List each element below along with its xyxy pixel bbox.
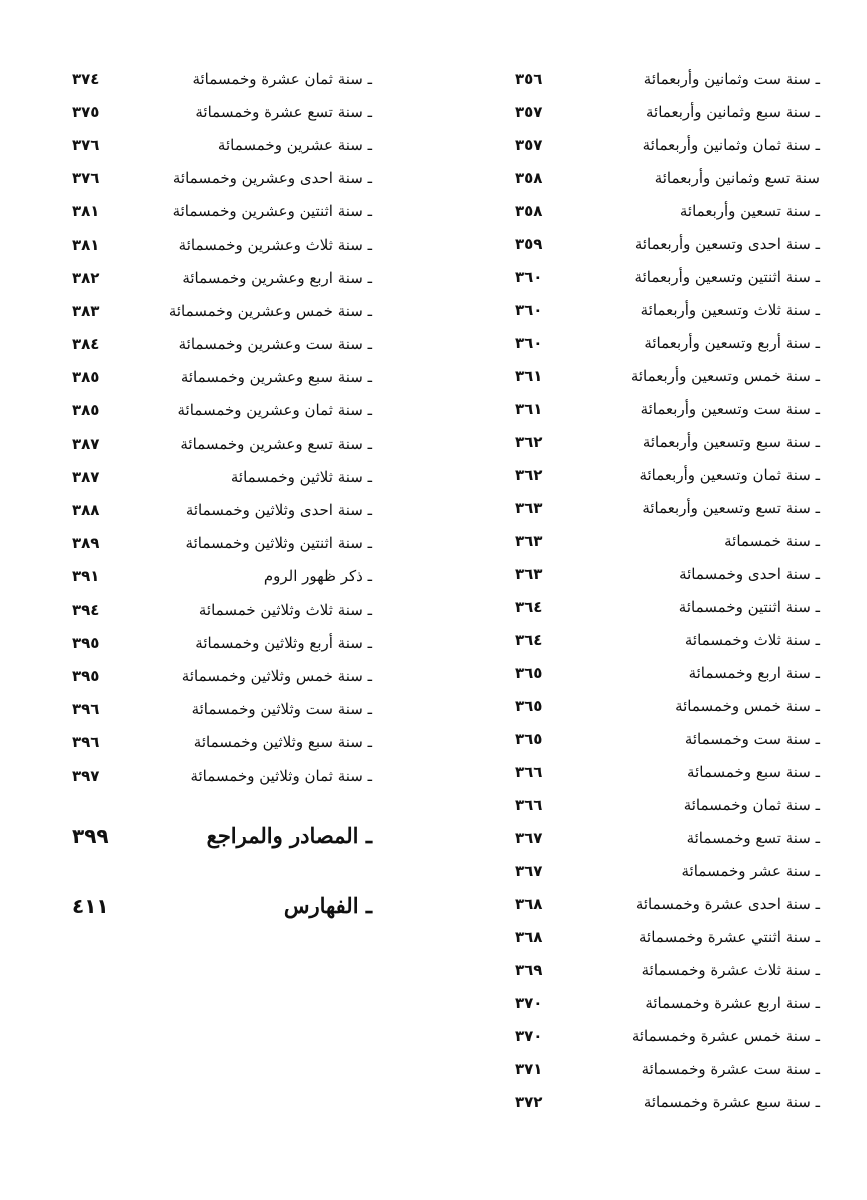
toc-entry xyxy=(72,261,372,294)
indexes-entry xyxy=(72,893,372,918)
toc-entry-title: ـ سنة ثلاث وتسعين وأربعمائة xyxy=(640,300,820,319)
toc-entry xyxy=(515,788,820,821)
toc-entry-page: ٣٦١ xyxy=(515,399,543,418)
toc-entry-title: ـ سنة خمسمائة xyxy=(724,531,820,550)
toc-entry xyxy=(72,759,372,792)
toc-entry-page: ٣٧٠ xyxy=(515,1026,543,1045)
sources-page: ٣٩٩ xyxy=(72,823,109,848)
toc-entry-page: ٣٦٠ xyxy=(515,267,543,286)
toc-entry xyxy=(515,1085,820,1118)
sources-title: ـ المصادر والمراجع xyxy=(206,823,372,848)
toc-entry-title: ـ سنة تسع وخمسمائة xyxy=(686,828,820,847)
toc-entry xyxy=(72,128,372,161)
toc-entry xyxy=(515,392,820,425)
toc-entry xyxy=(515,326,820,359)
toc-entry-title: ـ سنة ثلاثين وخمسمائة xyxy=(230,467,372,486)
toc-entry-title: ـ سنة تسع عشرة وخمسمائة xyxy=(195,102,372,121)
toc-entry-page: ٣٦٥ xyxy=(515,663,543,682)
toc-entry xyxy=(72,626,372,659)
toc-entry-title: ـ سنة ثلاث وخمسمائة xyxy=(684,630,820,649)
toc-entry xyxy=(72,228,372,261)
toc-entry-page: ٣٦٥ xyxy=(515,696,543,715)
toc-entry-title: ـ سنة اثنتين وثلاثين وخمسمائة xyxy=(185,534,372,553)
toc-entry xyxy=(72,527,372,560)
toc-entry xyxy=(515,986,820,1019)
toc-entry xyxy=(515,887,820,920)
toc-entry-page: ٣٦٤ xyxy=(515,597,543,616)
toc-entry xyxy=(515,161,820,194)
toc-entry xyxy=(515,491,820,524)
right-column xyxy=(515,62,820,1118)
toc-entry xyxy=(515,854,820,887)
toc-entry-title: ـ سنة احدى وعشرين وخمسمائة xyxy=(172,169,372,188)
toc-entry xyxy=(515,95,820,128)
toc-entry-page: ٣٩٥ xyxy=(72,633,100,652)
toc-entry-title: ـ سنة ست عشرة وخمسمائة xyxy=(641,1059,820,1078)
toc-entry-page: ٣٨١ xyxy=(72,235,100,254)
toc-entry xyxy=(515,1052,820,1085)
toc-entry-page: ٣٩٤ xyxy=(72,600,100,619)
toc-entry-page: ٣٧٦ xyxy=(72,169,100,188)
toc-entry-page: ٣٦٢ xyxy=(515,465,543,484)
toc-entry-page: ٣٥٨ xyxy=(515,168,543,187)
toc-entry-title: سنة تسع وثمانين وأربعمائة xyxy=(654,168,820,187)
toc-entry-page: ٣٩٧ xyxy=(72,766,100,785)
toc-entry-page: ٣٥٨ xyxy=(515,201,543,220)
toc-entry-title: ـ سنة سبع وعشرين وخمسمائة xyxy=(180,368,372,387)
toc-entry xyxy=(515,656,820,689)
toc-entry-page: ٣٨٢ xyxy=(72,268,100,287)
toc-entry xyxy=(515,260,820,293)
toc-entry xyxy=(515,1019,820,1052)
toc-entry-page: ٣٨٣ xyxy=(72,301,100,320)
toc-entry xyxy=(72,95,372,128)
toc-entry-page: ٣٩٦ xyxy=(72,733,100,752)
toc-entry-title: ـ سنة ثمان وتسعين وأربعمائة xyxy=(639,465,820,484)
indexes-page: ٤١١ xyxy=(72,893,109,918)
toc-entry xyxy=(72,294,372,327)
toc-entry-title: ـ ذكر ظهور الروم xyxy=(263,567,372,586)
toc-entry-page: ٣٨٧ xyxy=(72,467,100,486)
toc-entry xyxy=(515,524,820,557)
toc-entry-title: ـ سنة ست وعشرين وخمسمائة xyxy=(178,335,372,354)
toc-entry-title: ـ سنة ثمان وخمسمائة xyxy=(683,795,820,814)
toc-entry-title: ـ سنة خمس وعشرين وخمسمائة xyxy=(168,301,372,320)
toc-entry xyxy=(72,62,372,95)
toc-entry-title: ـ سنة ست وثمانين وأربعمائة xyxy=(643,69,820,88)
toc-entry-title: ـ سنة احدى وخمسمائة xyxy=(679,564,820,583)
toc-entry xyxy=(515,755,820,788)
toc-entry-title: ـ سنة ثمان وثمانين وأربعمائة xyxy=(642,135,820,154)
toc-entry-page: ٣٦٣ xyxy=(515,498,543,517)
toc-entry-page: ٣٩٦ xyxy=(72,700,100,719)
toc-entry-title: ـ سنة سبع وخمسمائة xyxy=(687,762,820,781)
toc-entry-title: ـ سنة اربع وعشرين وخمسمائة xyxy=(182,268,372,287)
toc-entry-page: ٣٥٦ xyxy=(515,69,543,88)
toc-entry xyxy=(515,920,820,953)
toc-entry-page: ٣٦٦ xyxy=(515,762,543,781)
toc-entry-page: ٣٨٤ xyxy=(72,335,100,354)
toc-entry-title: ـ سنة ثلاث عشرة وخمسمائة xyxy=(641,960,820,979)
toc-entry xyxy=(515,128,820,161)
indexes-title: ـ الفهارس xyxy=(283,893,372,918)
toc-entry-title: ـ سنة ثمان وثلاثين وخمسمائة xyxy=(190,766,372,785)
toc-entry-page: ٣٧٥ xyxy=(72,102,100,121)
toc-entry-title: ـ سنة تسع وعشرين وخمسمائة xyxy=(180,434,372,453)
toc-entry xyxy=(515,62,820,95)
toc-entry xyxy=(515,359,820,392)
toc-entry-title: ـ سنة عشرين وخمسمائة xyxy=(217,135,372,154)
toc-entry-page: ٣٦١ xyxy=(515,366,543,385)
toc-entry-page: ٣٦٩ xyxy=(515,960,543,979)
toc-entry-title: ـ سنة احدى عشرة وخمسمائة xyxy=(635,894,820,913)
toc-entry-title: ـ سنة ثمان وعشرين وخمسمائة xyxy=(177,401,372,420)
toc-entry xyxy=(72,726,372,759)
toc-entry-page: ٣٦٠ xyxy=(515,300,543,319)
toc-entry xyxy=(72,593,372,626)
toc-entry-page: ٣٧٦ xyxy=(72,135,100,154)
toc-entry-page: ٣٧٤ xyxy=(72,69,100,88)
toc-entry-title: ـ سنة ست وثلاثين وخمسمائة xyxy=(191,700,372,719)
toc-entry-title: ـ سنة سبع وثلاثين وخمسمائة xyxy=(193,733,372,752)
toc-entry-page: ٣٦٥ xyxy=(515,729,543,748)
toc-entry xyxy=(72,560,372,593)
toc-entry-title: ـ سنة خمس عشرة وخمسمائة xyxy=(631,1026,820,1045)
toc-entry xyxy=(515,425,820,458)
toc-entry-page: ٣٩١ xyxy=(72,567,100,586)
toc-entry-page: ٣٥٧ xyxy=(515,135,543,154)
toc-entry-title: ـ سنة تسعين وأربعمائة xyxy=(679,201,820,220)
toc-entry xyxy=(515,557,820,590)
toc-entry-title: ـ سنة اثنتين وخمسمائة xyxy=(678,597,820,616)
toc-entry-page: ٣٧١ xyxy=(515,1059,543,1078)
toc-entry-title: ـ سنة احدى وتسعين وأربعمائة xyxy=(634,234,820,253)
sources-entry xyxy=(72,823,372,848)
toc-entry-title: ـ سنة عشر وخمسمائة xyxy=(681,861,820,880)
toc-entry xyxy=(72,394,372,427)
toc-entry-page: ٣٨١ xyxy=(72,202,100,221)
toc-entry-title: ـ سنة اربع عشرة وخمسمائة xyxy=(645,993,820,1012)
toc-entry-title: ـ سنة ثلاث وعشرين وخمسمائة xyxy=(178,235,372,254)
toc-entry-page: ٣٦٤ xyxy=(515,630,543,649)
toc-entry xyxy=(515,293,820,326)
toc-entry xyxy=(515,821,820,854)
left-column xyxy=(72,62,372,792)
toc-entry-page: ٣٦٧ xyxy=(515,828,543,847)
toc-entry-title: ـ سنة احدى وثلاثين وخمسمائة xyxy=(185,501,372,520)
toc-entry-title: ـ سنة أربع وتسعين وأربعمائة xyxy=(644,333,820,352)
toc-entry-title: ـ سنة اثنتين وعشرين وخمسمائة xyxy=(172,202,372,221)
toc-entry-page: ٣٨٩ xyxy=(72,534,100,553)
toc-entry-title: ـ سنة خمس وخمسمائة xyxy=(675,696,820,715)
toc-entry-page: ٣٨٨ xyxy=(72,501,100,520)
toc-entry-title: ـ سنة سبع وثمانين وأربعمائة xyxy=(646,102,820,121)
toc-entry xyxy=(72,361,372,394)
toc-entry xyxy=(72,162,372,195)
toc-entry xyxy=(72,460,372,493)
toc-entry xyxy=(515,227,820,260)
toc-entry xyxy=(515,590,820,623)
toc-entry-page: ٣٧٠ xyxy=(515,993,543,1012)
toc-entry xyxy=(515,623,820,656)
toc-entry-title: ـ سنة سبع وتسعين وأربعمائة xyxy=(642,432,820,451)
toc-entry xyxy=(72,493,372,526)
toc-entry-title: ـ سنة ثمان عشرة وخمسمائة xyxy=(192,69,372,88)
toc-entry-title: ـ سنة ثلاث وثلاثين خمسمائة xyxy=(198,600,372,619)
toc-entry-page: ٣٦٢ xyxy=(515,432,543,451)
toc-entry-page: ٣٨٥ xyxy=(72,401,100,420)
toc-entry-page: ٣٦٣ xyxy=(515,531,543,550)
toc-entry-title: ـ سنة أربع وثلاثين وخمسمائة xyxy=(195,633,372,652)
toc-entry xyxy=(72,659,372,692)
toc-entry-title: ـ سنة خمس وتسعين وأربعمائة xyxy=(630,366,820,385)
toc-entry xyxy=(72,328,372,361)
toc-entry-title: ـ سنة ست وتسعين وأربعمائة xyxy=(640,399,820,418)
toc-entry xyxy=(72,195,372,228)
toc-entry-title: ـ سنة اثنتي عشرة وخمسمائة xyxy=(639,927,820,946)
toc-entry-page: ٣٦٧ xyxy=(515,861,543,880)
toc-entry-title: ـ سنة اثنتين وتسعين وأربعمائة xyxy=(634,267,820,286)
toc-entry-title: ـ سنة اربع وخمسمائة xyxy=(688,663,820,682)
toc-entry-title: ـ سنة تسع وتسعين وأربعمائة xyxy=(642,498,820,517)
toc-entry xyxy=(515,458,820,491)
toc-entry-page: ٣٥٩ xyxy=(515,234,543,253)
toc-entry xyxy=(515,194,820,227)
toc-entry-page: ٣٦٨ xyxy=(515,894,543,913)
toc-entry-title: ـ سنة ست وخمسمائة xyxy=(684,729,820,748)
toc-entry-page: ٣٧٢ xyxy=(515,1092,543,1111)
toc-entry-page: ٣٥٧ xyxy=(515,102,543,121)
toc-entry-page: ٣٦٨ xyxy=(515,927,543,946)
toc-entry-page: ٣٦٠ xyxy=(515,333,543,352)
toc-entry xyxy=(72,693,372,726)
toc-entry-page: ٣٨٥ xyxy=(72,368,100,387)
toc-entry xyxy=(515,722,820,755)
toc-entry-title: ـ سنة خمس وثلاثين وخمسمائة xyxy=(181,666,372,685)
toc-entry-page: ٣٦٦ xyxy=(515,795,543,814)
toc-entry-title: ـ سنة سبع عشرة وخمسمائة xyxy=(643,1092,820,1111)
toc-entry xyxy=(72,427,372,460)
toc-entry-page: ٣٦٣ xyxy=(515,564,543,583)
toc-entry xyxy=(515,689,820,722)
toc-entry xyxy=(515,953,820,986)
toc-entry-page: ٣٨٧ xyxy=(72,434,100,453)
toc-entry-page: ٣٩٥ xyxy=(72,666,100,685)
